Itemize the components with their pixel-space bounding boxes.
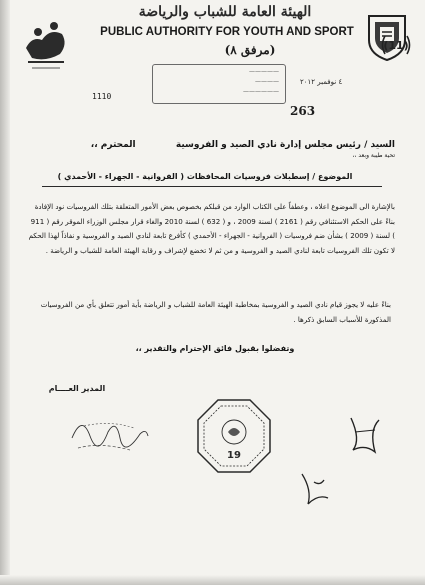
official-seal-stamp xyxy=(196,398,272,474)
corner-number-mark xyxy=(381,34,411,56)
org-name-arabic: الهيئة العامة للشباب والرياضة xyxy=(138,4,312,20)
recipient-line xyxy=(35,140,395,150)
scan-shadow-left xyxy=(0,0,10,585)
signatory-title: المدير العــــام xyxy=(48,384,106,393)
sports-emblem-logo xyxy=(22,14,70,76)
closing-line: وتفضلوا بقبول فائق الإحترام والتقدير ،، xyxy=(135,344,295,353)
greeting: تحية طيبة وبعد ،، xyxy=(352,152,395,159)
scan-shadow-bottom xyxy=(0,575,425,585)
subject-underline xyxy=(42,186,382,187)
body-paragraph-2: بناءً عليه لا يجوز قيام نادي الصيد و الفروسية بمخاطبة الهيئة العامة للشباب و الرياضة بأية أمور تتعلق بأي من الفروسيات المذكورة للأسباب السابق ذكرها . xyxy=(40,300,391,324)
honorific: المحترم ،، xyxy=(90,140,136,150)
seal-number: 19 xyxy=(227,450,241,461)
signature-scribble-left xyxy=(70,408,150,458)
subject-line: الموضوع / إسطبلات فروسيات المحافظات ( الفروانية - الجهراء - الأحمدي ) xyxy=(57,172,353,181)
annex-label: (مرفق ٨) xyxy=(224,43,276,57)
signature-mark-right xyxy=(345,410,385,460)
letter-date: ٤ نوفمبر ٢٠١٢ xyxy=(300,78,343,86)
body-paragraph-1: بالإشارة الى الموضوع اعلاه ، وعطفاً على الكتاب الوارد من قبلكم بخصوص بعض الأمور المتعلقة بتلك الفروسيات نود الإفادة بناءً على الحكم الاستئنافي رقم ( 2161 ) لسنة 2009 ، و ( 632 ) لسنة 2010 والغاء قرار مجلس الوزراء الموقر رقم ( 911 ) لسنة ( 2009 ) بشأن ضم فروسيات ( الفروانية - الجهراء - الأحمدي ) كأفرع تابعة لنادي الصيد و الفروسية و نفاذاً لهذا الحكم لا تكون تلك الفروسيات تابعة لنادي الصيد و الفروسية و من ثم لا تخضع لإشراف و رقابة الهيئة العامة للشباب و الرياضة . xyxy=(28,202,395,255)
reference-number: 1110 xyxy=(92,92,112,101)
corner-number: (11) xyxy=(383,39,409,52)
recipient-title: السيد / رئيس مجلس إدارة نادي الصيد و الفروسية xyxy=(175,140,395,150)
registry-stamp: ————— ———— —————— xyxy=(152,64,286,104)
outgoing-number: 263 xyxy=(290,104,316,118)
initials-mark xyxy=(298,468,332,508)
org-name-english: PUBLIC AUTHORITY FOR YOUTH AND SPORT xyxy=(100,26,354,38)
